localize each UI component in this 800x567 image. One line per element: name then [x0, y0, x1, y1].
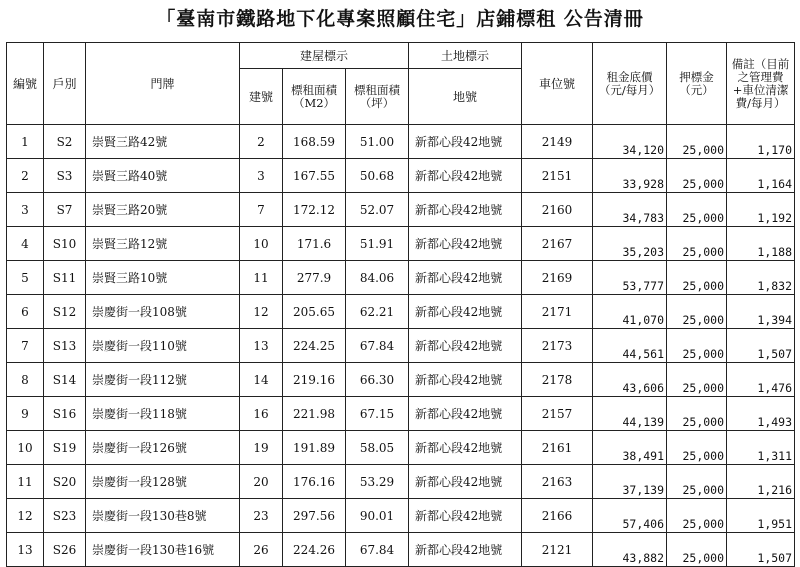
cell-deposit: 25,000	[667, 499, 727, 533]
table-row	[7, 295, 795, 329]
cell-address: 崇慶街一段112號	[86, 363, 240, 397]
cell-area-ping: 51.91	[346, 227, 409, 261]
cell-note: 1,951	[727, 499, 795, 533]
cell-unit: S10	[44, 227, 86, 261]
cell-unit: S3	[44, 159, 86, 193]
table-row	[7, 227, 795, 261]
cell-building-no: 12	[240, 295, 283, 329]
cell-building-no: 23	[240, 499, 283, 533]
cell-building-no: 20	[240, 465, 283, 499]
cell-unit: S14	[44, 363, 86, 397]
page-title: 「臺南市鐵路地下化專案照顧住宅」店鋪標租 公告清冊	[156, 8, 644, 30]
header-building-no: 建號	[240, 69, 283, 125]
cell-note: 1,311	[727, 431, 795, 465]
cell-parking: 2157	[522, 397, 593, 431]
cell-note: 1,192	[727, 193, 795, 227]
cell-area-ping: 58.05	[346, 431, 409, 465]
header-deposit: 押標金（元）	[667, 43, 727, 125]
cell-no: 10	[7, 431, 44, 465]
cell-unit: S13	[44, 329, 86, 363]
cell-address: 崇慶街一段130巷16號	[86, 533, 240, 567]
cell-area-m2: 219.16	[283, 363, 346, 397]
cell-area-ping: 51.00	[346, 125, 409, 159]
cell-area-m2: 221.98	[283, 397, 346, 431]
cell-land-no: 新都心段42地號	[409, 363, 522, 397]
header-unit: 戶別	[44, 43, 86, 125]
table-row	[7, 499, 795, 533]
cell-area-m2: 224.26	[283, 533, 346, 567]
cell-area-ping: 84.06	[346, 261, 409, 295]
cell-parking: 2163	[522, 465, 593, 499]
cell-land-no: 新都心段42地號	[409, 533, 522, 567]
cell-address: 崇慶街一段128號	[86, 465, 240, 499]
cell-rent: 43,882	[593, 533, 667, 567]
header-parking: 車位號	[522, 43, 593, 125]
cell-no: 4	[7, 227, 44, 261]
cell-note: 1,493	[727, 397, 795, 431]
header-area-ping: 標租面積（坪）	[346, 69, 409, 125]
cell-unit: S26	[44, 533, 86, 567]
table-row	[7, 125, 795, 159]
cell-note: 1,507	[727, 329, 795, 363]
table-body	[7, 125, 795, 567]
cell-address: 崇賢三路20號	[86, 193, 240, 227]
cell-no: 5	[7, 261, 44, 295]
cell-address: 崇慶街一段108號	[86, 295, 240, 329]
cell-deposit: 25,000	[667, 125, 727, 159]
cell-unit: S19	[44, 431, 86, 465]
cell-parking: 2173	[522, 329, 593, 363]
cell-area-ping: 53.29	[346, 465, 409, 499]
cell-building-no: 3	[240, 159, 283, 193]
cell-deposit: 25,000	[667, 227, 727, 261]
cell-area-ping: 67.84	[346, 329, 409, 363]
cell-unit: S2	[44, 125, 86, 159]
cell-rent: 53,777	[593, 261, 667, 295]
cell-rent: 34,120	[593, 125, 667, 159]
cell-parking: 2169	[522, 261, 593, 295]
header-land-no: 地號	[409, 69, 522, 125]
cell-land-no: 新都心段42地號	[409, 431, 522, 465]
cell-area-m2: 191.89	[283, 431, 346, 465]
table-row	[7, 465, 795, 499]
cell-unit: S12	[44, 295, 86, 329]
cell-no: 6	[7, 295, 44, 329]
cell-deposit: 25,000	[667, 193, 727, 227]
cell-land-no: 新都心段42地號	[409, 159, 522, 193]
cell-rent: 57,406	[593, 499, 667, 533]
cell-rent: 38,491	[593, 431, 667, 465]
cell-parking: 2121	[522, 533, 593, 567]
cell-building-no: 14	[240, 363, 283, 397]
cell-address: 崇賢三路10號	[86, 261, 240, 295]
cell-deposit: 25,000	[667, 465, 727, 499]
cell-unit: S20	[44, 465, 86, 499]
cell-no: 7	[7, 329, 44, 363]
cell-address: 崇賢三路12號	[86, 227, 240, 261]
cell-area-ping: 52.07	[346, 193, 409, 227]
cell-deposit: 25,000	[667, 261, 727, 295]
cell-area-m2: 167.55	[283, 159, 346, 193]
cell-building-no: 10	[240, 227, 283, 261]
cell-building-no: 19	[240, 431, 283, 465]
cell-land-no: 新都心段42地號	[409, 227, 522, 261]
rental-table	[6, 42, 795, 567]
cell-no: 8	[7, 363, 44, 397]
header-row-1	[7, 43, 795, 69]
cell-deposit: 25,000	[667, 159, 727, 193]
cell-land-no: 新都心段42地號	[409, 193, 522, 227]
cell-land-no: 新都心段42地號	[409, 499, 522, 533]
cell-note: 1,188	[727, 227, 795, 261]
cell-area-ping: 62.21	[346, 295, 409, 329]
cell-unit: S23	[44, 499, 86, 533]
cell-note: 1,164	[727, 159, 795, 193]
cell-deposit: 25,000	[667, 329, 727, 363]
cell-area-m2: 171.6	[283, 227, 346, 261]
cell-parking: 2171	[522, 295, 593, 329]
cell-unit: S11	[44, 261, 86, 295]
cell-rent: 44,561	[593, 329, 667, 363]
cell-no: 13	[7, 533, 44, 567]
table-row	[7, 397, 795, 431]
cell-rent: 33,928	[593, 159, 667, 193]
cell-parking: 2160	[522, 193, 593, 227]
cell-area-m2: 277.9	[283, 261, 346, 295]
cell-area-ping: 66.30	[346, 363, 409, 397]
cell-no: 1	[7, 125, 44, 159]
cell-building-no: 16	[240, 397, 283, 431]
cell-address: 崇慶街一段126號	[86, 431, 240, 465]
table-row	[7, 159, 795, 193]
cell-parking: 2166	[522, 499, 593, 533]
cell-note: 1,216	[727, 465, 795, 499]
cell-land-no: 新都心段42地號	[409, 397, 522, 431]
cell-rent: 44,139	[593, 397, 667, 431]
cell-area-m2: 297.56	[283, 499, 346, 533]
table-row	[7, 193, 795, 227]
cell-land-no: 新都心段42地號	[409, 261, 522, 295]
cell-deposit: 25,000	[667, 431, 727, 465]
cell-unit: S16	[44, 397, 86, 431]
table-row	[7, 431, 795, 465]
cell-no: 11	[7, 465, 44, 499]
cell-deposit: 25,000	[667, 397, 727, 431]
table-row	[7, 363, 795, 397]
cell-area-m2: 205.65	[283, 295, 346, 329]
cell-area-ping: 90.01	[346, 499, 409, 533]
cell-rent: 37,139	[593, 465, 667, 499]
cell-deposit: 25,000	[667, 533, 727, 567]
cell-address: 崇賢三路42號	[86, 125, 240, 159]
cell-building-no: 13	[240, 329, 283, 363]
header-note: 備註（目前之管理費+車位清潔費/每月）	[727, 43, 795, 125]
cell-no: 2	[7, 159, 44, 193]
cell-building-no: 26	[240, 533, 283, 567]
cell-unit: S7	[44, 193, 86, 227]
cell-note: 1,507	[727, 533, 795, 567]
cell-note: 1,476	[727, 363, 795, 397]
header-no: 編號	[7, 43, 44, 125]
cell-no: 3	[7, 193, 44, 227]
cell-land-no: 新都心段42地號	[409, 465, 522, 499]
cell-area-m2: 168.59	[283, 125, 346, 159]
header-rent: 租金底價（元/每月）	[593, 43, 667, 125]
cell-area-ping: 67.15	[346, 397, 409, 431]
cell-building-no: 2	[240, 125, 283, 159]
cell-land-no: 新都心段42地號	[409, 125, 522, 159]
cell-land-no: 新都心段42地號	[409, 329, 522, 363]
table-row	[7, 329, 795, 363]
cell-address: 崇賢三路40號	[86, 159, 240, 193]
cell-parking: 2178	[522, 363, 593, 397]
table-row	[7, 261, 795, 295]
cell-rent: 43,606	[593, 363, 667, 397]
cell-land-no: 新都心段42地號	[409, 295, 522, 329]
header-building-group: 建屋標示	[240, 43, 409, 69]
cell-area-m2: 172.12	[283, 193, 346, 227]
header-address: 門牌	[86, 43, 240, 125]
cell-note: 1,394	[727, 295, 795, 329]
cell-area-m2: 224.25	[283, 329, 346, 363]
cell-area-ping: 50.68	[346, 159, 409, 193]
cell-rent: 34,783	[593, 193, 667, 227]
header-land-group: 土地標示	[409, 43, 522, 69]
cell-no: 9	[7, 397, 44, 431]
cell-address: 崇慶街一段118號	[86, 397, 240, 431]
cell-area-ping: 67.84	[346, 533, 409, 567]
cell-note: 1,170	[727, 125, 795, 159]
cell-area-m2: 176.16	[283, 465, 346, 499]
cell-building-no: 7	[240, 193, 283, 227]
cell-address: 崇慶街一段110號	[86, 329, 240, 363]
cell-rent: 41,070	[593, 295, 667, 329]
cell-building-no: 11	[240, 261, 283, 295]
cell-parking: 2151	[522, 159, 593, 193]
cell-address: 崇慶街一段130巷8號	[86, 499, 240, 533]
cell-no: 12	[7, 499, 44, 533]
cell-parking: 2167	[522, 227, 593, 261]
cell-deposit: 25,000	[667, 295, 727, 329]
table-row	[7, 533, 795, 567]
cell-deposit: 25,000	[667, 363, 727, 397]
cell-rent: 35,203	[593, 227, 667, 261]
cell-parking: 2161	[522, 431, 593, 465]
cell-parking: 2149	[522, 125, 593, 159]
cell-note: 1,832	[727, 261, 795, 295]
header-area-m2: 標租面積（M2）	[283, 69, 346, 125]
